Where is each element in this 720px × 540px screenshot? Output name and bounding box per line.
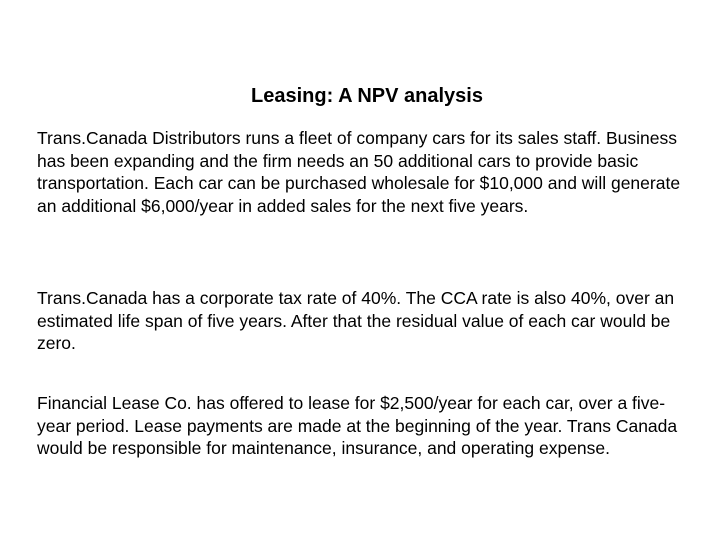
paragraph-lease-offer: Financial Lease Co. has offered to lease for $2,500/year for each car, over a five-year period. Lease payments are made at the beginning of the year. Trans Canada would be responsible for maintenance, insurance, and operating expense. bbox=[37, 393, 678, 458]
slide-title: Leasing: A NPV analysis bbox=[251, 85, 483, 107]
paragraph-company-background: Trans.Canada Distributors runs a fleet of company cars for its sales staff. Business has been expanding and the firm needs an 50 additional cars to provide basic transportation. Each car can be purchased wholesale for $10,000 and will generate an additional $6,000/year in added sales for the next five years. bbox=[37, 128, 681, 216]
paragraph-tax-details: Trans.Canada has a corporate tax rate of 40%. The CCA rate is also 40%, over an estimated life span of five years. After that the residual value of each car would be zero. bbox=[37, 288, 675, 353]
